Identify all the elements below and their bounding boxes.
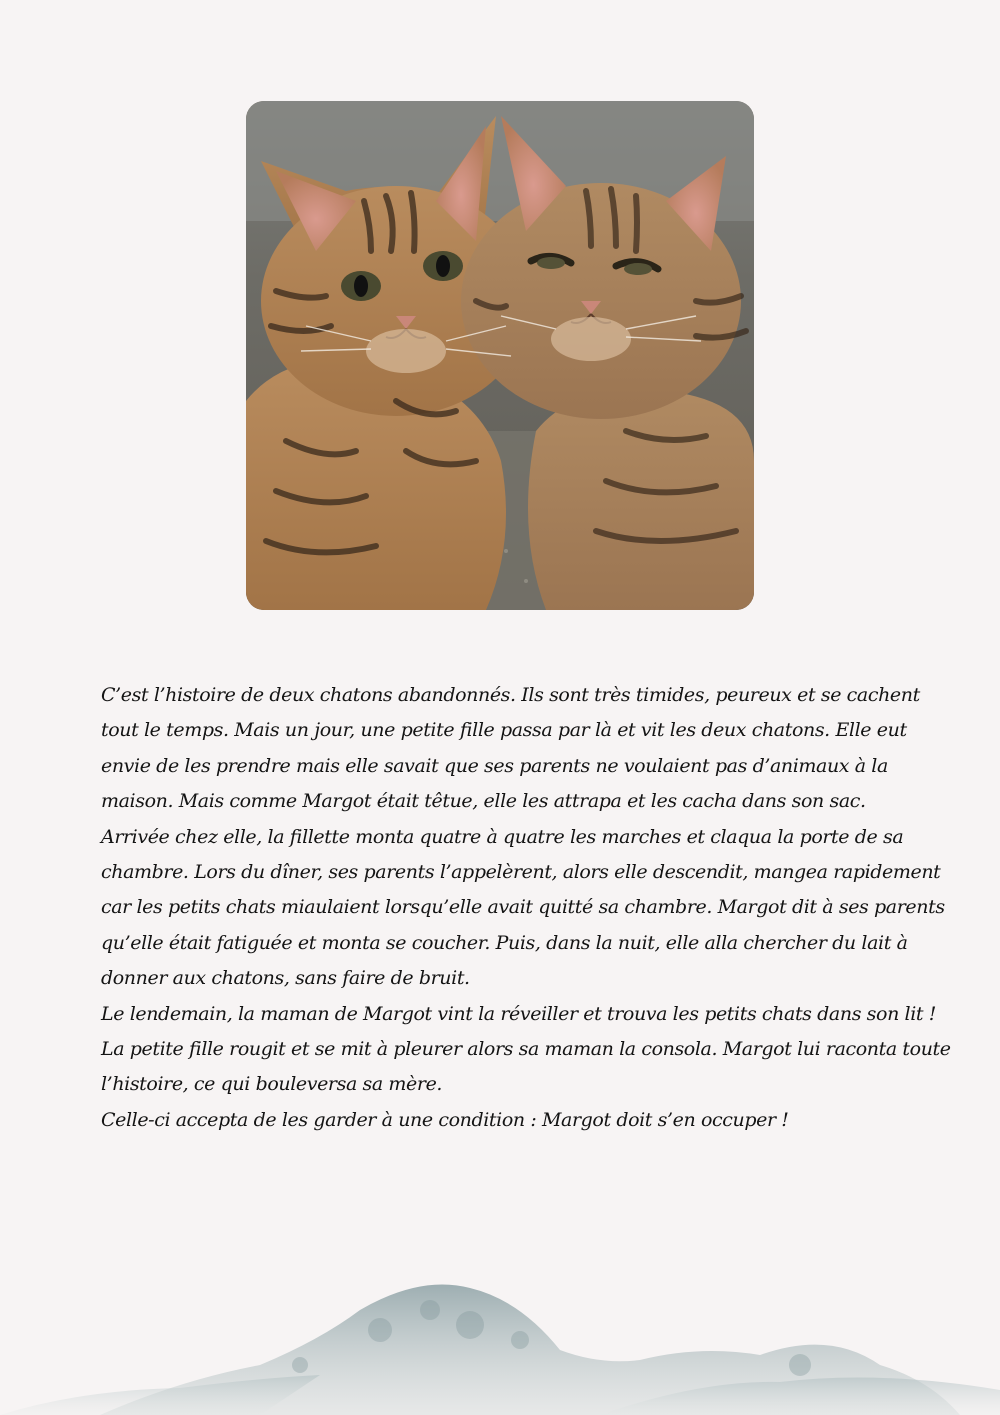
watercolor-hills-decoration — [0, 1270, 1000, 1415]
story-paragraph: Arrivée chez elle, la fillette monta quatre à quatre les marches et claqua la porte de sa chambre. Lors du dîner, ses parents l’appelèrent, alors elle descendit, mangea rapidement car les petits chats miaulaient lorsqu’elle avait quitté sa chambre. Margot dit à ses parents qu’elle était fatiguée et monta se coucher. Puis, dans la nuit, elle alla chercher du lait à donner aux chatons, sans faire de bruit. — [101, 825, 945, 990]
watercolor-mountain-icon — [0, 1270, 1000, 1415]
story-paragraph: Celle-ci accepta de les garder à une condition : Margot doit s’en occuper ! — [101, 1108, 789, 1131]
kittens-photo — [246, 101, 754, 610]
story-paragraph: Le lendemain, la maman de Margot vint la réveiller et trouva les petits chats dans son lit ! La petite fille rougit et se mit à pleurer alors sa maman la consola. Margot lui raconta toute l’histoire, ce qui bouleversa sa mère. — [101, 1002, 951, 1096]
story-paragraph: C’est l’histoire de deux chatons abandonnés. Ils sont très timides, peureux et se cachent tout le temps. Mais un jour, une petite fille passa par là et vit les deux chatons. Elle eut envie de les prendre mais elle savait que ses parents ne voulaient pas d’animaux à la maison. Mais comme Margot était têtue, elle les attrapa et les cacha dans son sac. — [101, 684, 920, 813]
two-kittens-photo-icon — [246, 101, 754, 610]
story-text — [101, 678, 961, 1138]
